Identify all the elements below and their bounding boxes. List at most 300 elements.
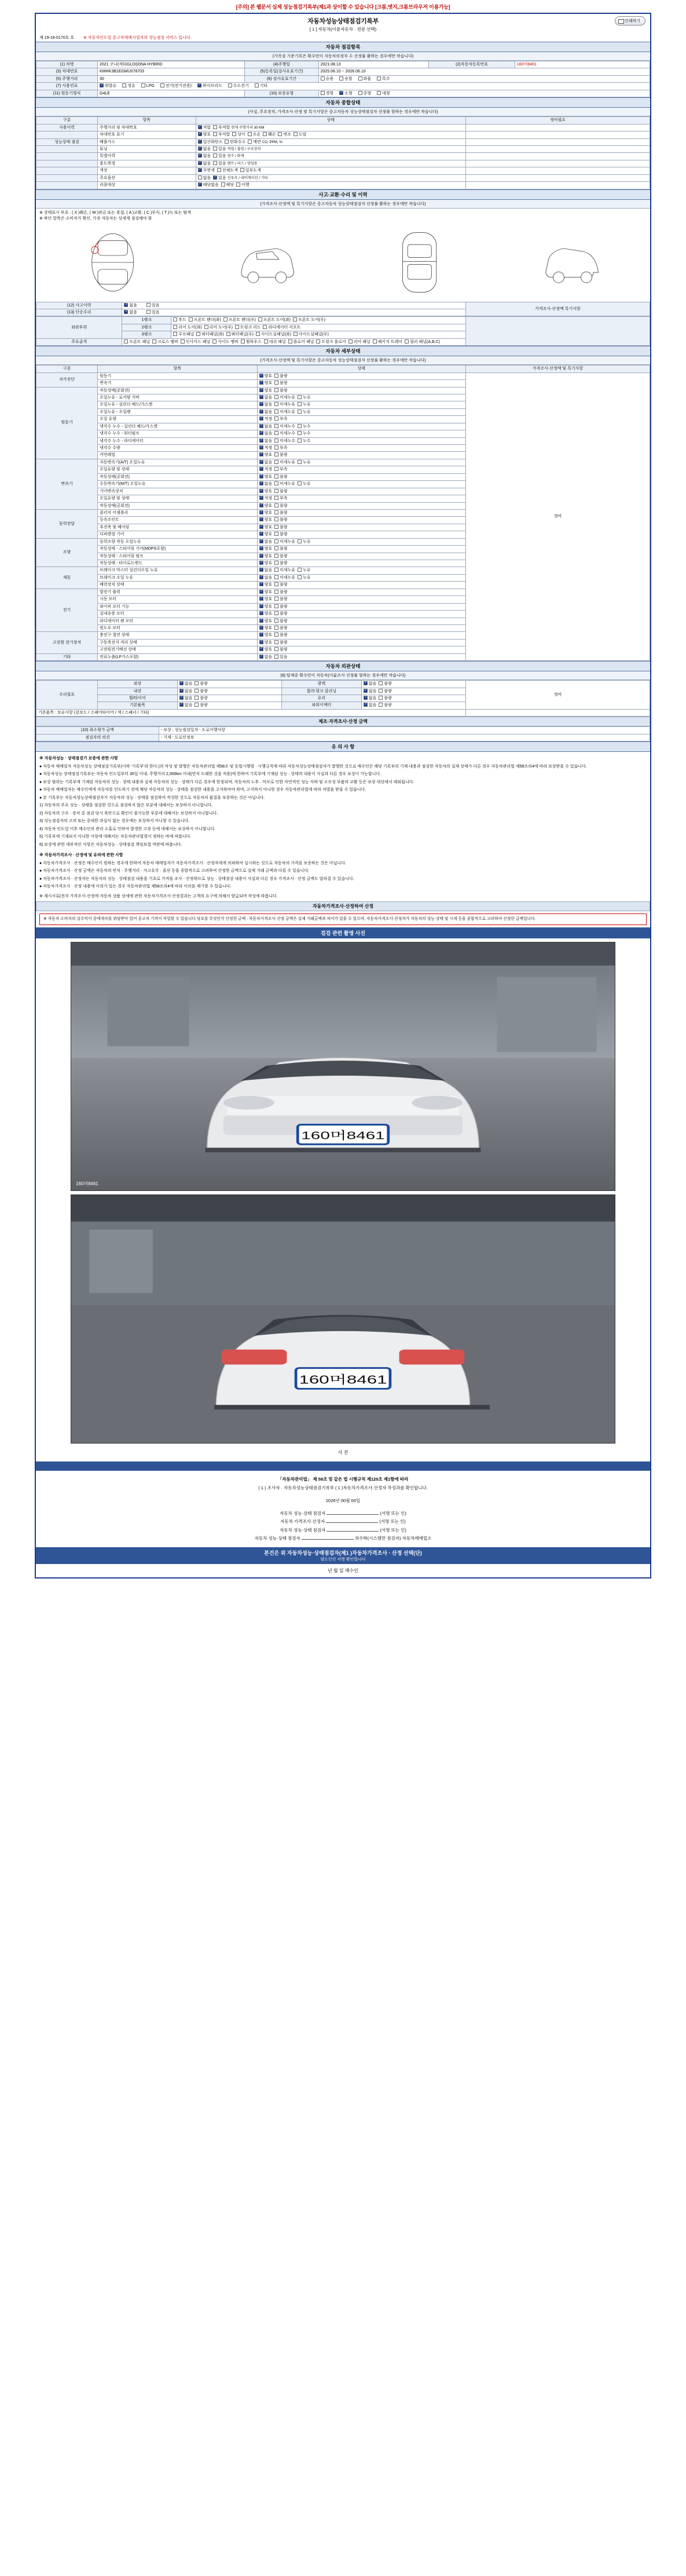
checkbox-s4-5-0-1[interactable] <box>274 568 278 572</box>
signature-value: 위수탁(시스템만 점검자) 자동차매매업소 <box>354 1535 432 1541</box>
opt-label: 변조 <box>283 133 291 137</box>
row-options: ✓ 없음 있음 적법 / 불법 / 구조장치 <box>196 145 465 152</box>
accident-label: (12) 사고이력 <box>36 302 122 309</box>
checkbox-s4-1-8-1[interactable] <box>274 445 278 450</box>
insurance-label: 가격조사·산정액 특기사항 <box>465 302 650 316</box>
checkbox-panel-0-2[interactable] <box>223 317 228 321</box>
checkbox-s2-4-1[interactable] <box>213 154 217 158</box>
checkbox-s5a-3-1[interactable] <box>195 703 199 707</box>
checkbox-panel-0-1[interactable] <box>189 317 193 321</box>
basic-items: 기본품목 : 보유사항 (겉보드 / 스페어타이어 / 잭 / 스패너 / 기타) <box>36 709 466 716</box>
checkbox-vehicle-type[interactable] <box>321 76 325 81</box>
row-item: 오일누유 - 로커암 커버 <box>98 394 258 401</box>
checkbox-size-large[interactable] <box>377 91 381 95</box>
checkbox-s4-2-5-0[interactable] <box>259 496 263 500</box>
row-options-2 <box>361 681 465 688</box>
row-item: 수동변속기(M/T) 오일누유 <box>98 481 258 488</box>
row-note <box>465 160 650 167</box>
checkbox-s4-4-0-2[interactable] <box>298 539 302 543</box>
opt-label: 양호 <box>264 489 273 494</box>
table-row <box>36 124 650 131</box>
checkbox-panel-0-4[interactable] <box>293 317 297 321</box>
opt-label: 불량 <box>200 682 208 686</box>
checkbox-s4-1-3-1[interactable] <box>274 410 278 414</box>
signature-row <box>44 1510 642 1518</box>
checkbox-s4-6-3-0[interactable] <box>259 611 263 615</box>
row-item: 냉각수 누수 - 워터펌프 <box>98 430 258 437</box>
opt-label: 없음 <box>264 655 273 659</box>
opt-label: 양호 <box>264 633 273 638</box>
checkbox-s4-1-7-0[interactable] <box>259 439 263 443</box>
checkbox-s4-7-1-1[interactable] <box>274 640 278 644</box>
checkbox-s4-0-0-0[interactable] <box>259 374 263 378</box>
checkbox-s4-1-1-1[interactable] <box>274 395 278 399</box>
checkbox-frame-5[interactable] <box>264 339 268 344</box>
checkbox-s4-1-7-2[interactable] <box>298 439 302 443</box>
checkbox-s4-8-0-0[interactable] <box>259 655 263 659</box>
checkbox-s4-2-1-1[interactable] <box>274 467 278 471</box>
opt-label: 양호 <box>264 518 273 522</box>
terms-paragraph-2: ● 자동차가격조사 · 산정 금액은 자동차의 연식 · 주행거리 · 사고유무 · 옵션 등을 종합적으로 고려하여 산정한 금액으로 실제 거래 금액과 다를 수 있습니다. <box>39 869 309 874</box>
checkbox-s4-1-2-0[interactable] <box>259 402 263 406</box>
checkbox-s5a-3-0[interactable] <box>179 703 184 707</box>
row-note <box>465 124 650 131</box>
checkbox-s4-2-3-2[interactable] <box>298 481 302 485</box>
checkbox-s4-0-0-1[interactable] <box>274 374 278 378</box>
checkbox-s4-6-2-1[interactable] <box>274 604 278 608</box>
field-label: (5) 주행거리 <box>36 75 98 82</box>
checkbox-frame-4[interactable] <box>241 339 245 344</box>
checkbox-s4-2-1-0[interactable] <box>259 467 263 471</box>
opt-label: 불량 <box>384 689 392 693</box>
row-options <box>177 695 281 702</box>
checkbox-s4-6-1-1[interactable] <box>274 597 278 601</box>
opt-label: 불량 <box>280 648 288 652</box>
checkbox-s4-7-1-0[interactable] <box>259 640 263 644</box>
row-item: 기본품목 <box>98 702 178 709</box>
row-item: 차대번호 표기 <box>98 131 196 138</box>
checkbox-s5b-2-1[interactable] <box>379 696 383 700</box>
checkbox-s4-3-0-0[interactable] <box>259 510 263 514</box>
checkbox-s4-2-5-1[interactable] <box>274 496 278 500</box>
checkbox-s2-1-2[interactable] <box>232 132 236 136</box>
checkbox-s4-4-0-0[interactable] <box>259 539 263 543</box>
checkbox-s2-1-0[interactable] <box>198 132 202 136</box>
photo-front <box>71 942 615 1191</box>
opt-label: 불량 <box>280 547 288 551</box>
checkbox-s4-2-4-0[interactable] <box>259 489 263 493</box>
checkbox-s4-1-9-0[interactable] <box>259 452 263 456</box>
row-group <box>36 153 98 160</box>
opt-label: 누수 <box>302 439 311 443</box>
checkbox-panel-2-1[interactable] <box>196 332 200 336</box>
checkbox-s2-1-3[interactable] <box>248 132 252 136</box>
checkbox-s4-2-2-1[interactable] <box>274 474 278 478</box>
checkbox-s4-1-4-0[interactable] <box>259 416 263 421</box>
checkbox-s4-0-1-1[interactable] <box>274 381 278 385</box>
section2-subtitle: (사실, 주요장치, 가격조사·산정 및 특기사항은 중고자동차 성능상태점검자 선정률 할하는 경우에만 작습니다) <box>36 108 650 116</box>
section3-note <box>36 209 650 224</box>
checkbox-s4-1-6-1[interactable] <box>274 431 278 435</box>
row-options <box>257 560 465 567</box>
row-item-2: 유리 <box>281 695 361 702</box>
checkbox-s4-2-4-1[interactable] <box>274 489 278 493</box>
opt-label: 양호 <box>264 583 273 587</box>
group-label: 기타 <box>36 653 98 660</box>
row-group <box>36 131 98 138</box>
checkbox-s4-1-0-0[interactable] <box>259 388 263 392</box>
opt-label: 불량 <box>200 689 208 693</box>
row-note <box>465 153 650 160</box>
row-options <box>257 509 465 516</box>
checkbox-size-medium[interactable] <box>358 91 362 95</box>
row-options <box>257 416 465 423</box>
checkbox-s5a-0-0[interactable] <box>179 681 184 685</box>
checkbox-s4-6-5-0[interactable] <box>259 626 263 630</box>
checkbox-frame-8[interactable] <box>348 339 353 344</box>
checkbox-s4-1-6-0[interactable] <box>259 431 263 435</box>
opt-label: 없음 <box>264 403 273 407</box>
row-item: 휠/타이어 <box>98 695 178 702</box>
row-options <box>257 466 465 473</box>
checkbox-s2-3-0[interactable] <box>198 147 202 151</box>
row-note <box>465 145 650 152</box>
checkbox-s4-2-6-1[interactable] <box>274 503 278 507</box>
checkbox-s4-3-2-0[interactable] <box>259 525 263 529</box>
checkbox-fuel-hybrid[interactable] <box>197 83 201 87</box>
checkbox-s2-4-0[interactable] <box>198 154 202 158</box>
checkbox-s2-0-0[interactable] <box>198 125 202 129</box>
opt-label: 불량 <box>384 703 392 708</box>
checkbox-s4-3-1-0[interactable] <box>259 517 263 521</box>
checkbox-s4-6-2-0[interactable] <box>259 604 263 608</box>
row-options-2 <box>361 702 465 709</box>
row-item: 오일 유량 <box>98 416 258 423</box>
checkbox-s2-5-0[interactable] <box>198 161 202 165</box>
checkbox-s4-1-3-0[interactable] <box>259 410 263 414</box>
checkbox-s4-2-3-1[interactable] <box>274 481 278 485</box>
checkbox-s4-2-6-0[interactable] <box>259 503 263 507</box>
row-item: 기어변속장치 <box>98 488 258 495</box>
checkbox-s2-8-1[interactable] <box>221 182 225 187</box>
row-options <box>257 524 465 531</box>
checkbox-s5a-2-0[interactable] <box>179 696 184 700</box>
opt-label: 없음 <box>264 395 273 400</box>
checkbox-s4-4-1-1[interactable] <box>274 546 278 550</box>
checkbox-s4-5-2-1[interactable] <box>274 582 278 586</box>
checkbox-s4-2-3-0[interactable] <box>259 481 263 485</box>
frame-items: 프론트 패널 크로스 멤버 인사이드 패널 사이드 멤버 휠하우스 대쉬 패널 플로어 패널 트렁크 플로어 리어 패널 패키지 트레이 필러 패널(A,B,C) <box>122 338 466 345</box>
row-item: 주행거리 및 차대번호 <box>98 124 196 131</box>
checkbox-s2-6-1[interactable] <box>217 168 221 172</box>
opt-label: 없음 <box>264 575 273 580</box>
opt-label: 양호 <box>264 374 273 378</box>
row-item: 작동상태 - 스티어링 펌프 <box>98 553 258 560</box>
checkbox-s4-1-6-2[interactable] <box>298 431 302 435</box>
checkbox-s4-0-1-0[interactable] <box>259 381 263 385</box>
opt-label: 매연 <box>253 140 261 144</box>
opt-label: 부족 <box>280 446 288 450</box>
checkbox-s2-6-0[interactable] <box>198 168 202 172</box>
signature-line <box>326 1522 378 1523</box>
row-options: ✓ 없음 있음 렌트 / 리스 / 영업용 <box>196 160 465 167</box>
checkbox-s4-5-1-1[interactable] <box>274 575 278 579</box>
opt-label: 불량 <box>280 532 288 537</box>
checkbox-s4-3-1-1[interactable] <box>274 517 278 521</box>
checkbox-accident-none[interactable] <box>124 303 128 307</box>
opt-label: 양호 <box>264 590 273 594</box>
checkbox-frame-3[interactable] <box>212 339 217 344</box>
checkbox-size-small[interactable] <box>339 91 343 95</box>
checkbox-s5b-3-1[interactable] <box>379 703 383 707</box>
row-note <box>465 138 650 145</box>
checkbox-s2-7-0[interactable] <box>198 176 202 180</box>
checkbox-s4-6-4-1[interactable] <box>274 619 278 623</box>
table-row <box>36 68 650 75</box>
checkbox-frame-2[interactable] <box>181 339 185 344</box>
checkbox-s4-5-2-0[interactable] <box>259 582 263 586</box>
checkbox-panel-2-0[interactable] <box>173 332 177 336</box>
checkbox-s4-5-1-0[interactable] <box>259 575 263 579</box>
checkbox-s4-4-3-0[interactable] <box>259 561 263 565</box>
opt-label: 부적합 <box>218 133 230 137</box>
checkbox-s4-4-0-1[interactable] <box>274 539 278 543</box>
car-diagram-top <box>352 228 487 298</box>
checkbox-s2-2-1[interactable] <box>225 140 229 144</box>
opt-label: 있음 <box>218 154 226 159</box>
field-value: - 기재 : 도로인정보 <box>159 734 650 741</box>
opt-label: 없음 <box>264 539 273 544</box>
checkbox-s4-6-4-0[interactable] <box>259 619 263 623</box>
opt-label: 누수 <box>302 432 311 436</box>
table-row <box>36 302 650 309</box>
opt-label: 양호 <box>203 133 211 137</box>
checkbox-s2-0-1[interactable] <box>213 125 217 129</box>
checkbox-s4-2-0-2[interactable] <box>298 460 302 464</box>
row-options <box>257 546 465 553</box>
checkbox-s4-1-0-1[interactable] <box>274 388 278 392</box>
svg-text:160머8461: 160머8461 <box>299 1373 387 1387</box>
opt-label: 적정 <box>264 417 273 422</box>
signature-line <box>327 1531 379 1532</box>
checkbox-simple-yes[interactable] <box>146 310 151 314</box>
checkbox-s2-8-0[interactable] <box>198 182 202 187</box>
checkbox-s4-1-7-1[interactable] <box>274 439 278 443</box>
document-header <box>36 14 650 34</box>
checkbox-s5b-1-0[interactable] <box>364 689 368 693</box>
checkbox-s4-1-5-1[interactable] <box>274 424 278 428</box>
checkbox-s4-1-2-1[interactable] <box>274 402 278 406</box>
opt-label: 없음 <box>184 703 193 708</box>
checkbox-frame-7[interactable] <box>316 339 320 344</box>
print-button[interactable]: 인쇄하기 <box>615 16 645 25</box>
checkbox-s4-6-3-1[interactable] <box>274 611 278 615</box>
checkbox-fuel-hydrogen[interactable] <box>228 83 232 87</box>
checkbox-fuel-electric[interactable] <box>160 83 164 87</box>
checkbox-s4-1-3-2[interactable] <box>298 410 302 414</box>
checkbox-s4-6-0-1[interactable] <box>274 590 278 594</box>
checkbox-s4-5-1-2[interactable] <box>298 575 302 579</box>
checkbox-s4-1-1-0[interactable] <box>259 395 263 399</box>
checkbox-s2-1-5[interactable] <box>278 132 282 136</box>
checkbox-s4-1-5-2[interactable] <box>298 424 302 428</box>
opt-label: 있음 <box>218 161 226 166</box>
section5-final-table <box>36 726 650 741</box>
checkbox-s4-5-0-0[interactable] <box>259 568 263 572</box>
checkbox-frame-10[interactable] <box>405 339 409 344</box>
opt-label: 양호 <box>264 648 273 652</box>
terms-paragraph: 5) 기록부에 기재되지 아니한 사항에 대해서는 자동차관리법령이 정하는 바에 따릅니다. <box>39 835 192 839</box>
row-item: 발전기 출력 <box>98 589 258 595</box>
row-item: 디퍼렌셜 기어 <box>98 531 258 538</box>
checkbox-vehicle-type[interactable] <box>377 76 381 81</box>
opt-label: 없음 <box>368 682 377 686</box>
checkbox-s5a-1-0[interactable] <box>179 689 184 693</box>
table-row <box>36 61 650 68</box>
checkbox-vehicle-type[interactable] <box>358 76 362 81</box>
table-row <box>36 160 650 167</box>
checkbox-s4-4-2-1[interactable] <box>274 554 278 558</box>
row-options <box>257 394 465 401</box>
terms-paragraph: ● 자동차 매매업자 자동차성능 상태점검기록부(이하 ′기록부′라 한다.)의 작성 및 발행은 자동차관리법 제58조 및 동법시행령 · 시행규칙에 따라 자동차성능상태점검자가 발행한 것으로 매수인은 해당 기록부의 기재 내용과 점검한 자동차의 실제 상태가 다른 경우 자동차관리법 제58조의4에 따라 보상받을 수 있습니다. <box>39 764 587 769</box>
checkbox-panel-1-3[interactable] <box>263 325 267 329</box>
checkbox-s4-7-0-0[interactable] <box>259 633 263 637</box>
checkbox-s4-1-9-1[interactable] <box>274 452 278 456</box>
checkbox-s5a-0-1[interactable] <box>195 681 199 685</box>
checkbox-s4-2-2-0[interactable] <box>259 474 263 478</box>
checkbox-frame-1[interactable] <box>152 339 156 344</box>
checkbox-s4-3-3-0[interactable] <box>259 532 263 536</box>
checkbox-s4-6-5-1[interactable] <box>274 626 278 630</box>
checkbox-frame-9[interactable] <box>373 339 377 344</box>
checkbox-s4-4-3-1[interactable] <box>274 561 278 565</box>
checkbox-panel-2-4[interactable] <box>294 332 298 336</box>
checkbox-panel-2-3[interactable] <box>256 332 260 336</box>
checkbox-s4-1-2-2[interactable] <box>298 402 302 406</box>
opt-label: 미세누유 <box>280 539 296 544</box>
checkbox-fuel-etc[interactable] <box>255 83 259 87</box>
checkbox-s2-6-2[interactable] <box>240 168 244 172</box>
checkbox-frame-6[interactable] <box>288 339 292 344</box>
checkbox-s4-6-0-0[interactable] <box>259 590 263 594</box>
row-item: 클러치 어셈블리 <box>98 509 258 516</box>
checkbox-s5b-0-0[interactable] <box>364 681 368 685</box>
checkbox-simple-none[interactable] <box>124 310 128 314</box>
section4-subtitle: (가격조사·산정액 및 특기사항은 중고자동차 성능상태점검자 선정률 활하는 경우에만 작습니다) <box>36 356 650 365</box>
checkbox-s4-3-2-1[interactable] <box>274 525 278 529</box>
checkbox-panel-1-1[interactable] <box>204 325 208 329</box>
checkbox-s2-1-4[interactable] <box>263 132 267 136</box>
checkbox-s4-5-0-2[interactable] <box>298 568 302 572</box>
checkbox-s2-2-0[interactable] <box>198 140 202 144</box>
row-item: 구동축전지 격리 상태 <box>98 639 258 646</box>
checkbox-s5a-2-1[interactable] <box>195 696 199 700</box>
row-item: 와이퍼 모터 기능 <box>98 603 258 610</box>
terms-paragraph-2: ● 자동차가격조사 · 산정 내용에 이의가 있는 경우 자동차관리법 제58조의4에 따라 이의를 제기할 수 있습니다. <box>39 885 232 889</box>
checkbox-s4-7-0-1[interactable] <box>274 633 278 637</box>
row-item: 작동상태(공회전) <box>98 502 258 509</box>
checkbox-s4-3-0-1[interactable] <box>274 510 278 514</box>
checkbox-s2-2-2[interactable] <box>248 140 252 144</box>
checkbox-fuel-diesel[interactable] <box>122 83 126 87</box>
opt-label: 누유 <box>302 403 311 407</box>
row-item-2: 파워이젝터 <box>281 702 361 709</box>
checkbox-s5b-0-1[interactable] <box>379 681 383 685</box>
signature-value: (서명 또는 인) <box>380 1511 406 1517</box>
checkbox-panel-2-2[interactable] <box>226 332 230 336</box>
opt-label: 없음 <box>203 147 211 151</box>
terms-paragraph: 4) 자동차 인도일 이후 매수인의 관리 소홀로 인하여 발생한 고장 등에 대해서는 보상하지 아니합니다. <box>39 827 215 831</box>
checkbox-s5b-2-0[interactable] <box>364 696 368 700</box>
row-item: 변속기 <box>98 380 258 387</box>
table-row <box>36 131 650 138</box>
row-item: 오일유량 및 상태 <box>98 466 258 473</box>
checkbox-s4-7-2-1[interactable] <box>274 647 278 651</box>
row-options: ✓ 적합 부적합 현재 주행거리 30 KM <box>196 124 465 131</box>
checkbox-fuel-gasoline[interactable] <box>100 83 104 87</box>
checkbox-s4-7-2-0[interactable] <box>259 647 263 651</box>
checkbox-frame-0[interactable] <box>124 339 128 344</box>
checkbox-s4-2-0-1[interactable] <box>274 460 278 464</box>
checkbox-s2-7-1[interactable] <box>213 176 217 180</box>
checkbox-size-light[interactable] <box>321 91 325 95</box>
checkbox-s4-1-5-0[interactable] <box>259 424 263 428</box>
opt-label: 없음 <box>203 161 211 166</box>
row-options <box>257 646 465 653</box>
opt-label: 휘발유 <box>105 84 117 89</box>
field-value: 160머8461 <box>515 61 650 68</box>
header-service-note: ※ 자동차인도일 중고차매매사업자의 성능점검 서비스 입니다. <box>83 36 192 40</box>
checkbox-s4-3-3-1[interactable] <box>274 532 278 536</box>
opt-label: 양호 <box>264 561 273 565</box>
row-item: 색상 <box>98 167 196 174</box>
checkbox-panel-1-0[interactable] <box>173 325 177 329</box>
checkbox-panel-0-3[interactable] <box>258 317 262 321</box>
opt-label: 미세누유 <box>280 403 296 407</box>
checkbox-vehicle-type[interactable] <box>339 76 343 81</box>
checkbox-panel-1-2[interactable] <box>235 325 239 329</box>
checkbox-s5b-1-1[interactable] <box>379 689 383 693</box>
opt-label: 상이 <box>237 133 245 137</box>
checkbox-s4-2-0-0[interactable] <box>259 460 263 464</box>
checkbox-s2-1-6[interactable] <box>294 132 298 136</box>
field-label: 점검자의 의견 <box>36 734 159 741</box>
opt-label: 불량 <box>280 388 288 393</box>
checkbox-s2-1-1[interactable] <box>213 132 217 136</box>
checkbox-s4-1-4-1[interactable] <box>274 416 278 421</box>
checkbox-s5b-3-0[interactable] <box>364 703 368 707</box>
checkbox-s4-4-1-0[interactable] <box>259 546 263 550</box>
checkbox-s2-8-2[interactable] <box>236 182 240 187</box>
row-item-2: 룸/트렁크 클리닝 <box>281 688 361 695</box>
checkbox-accident-yes[interactable] <box>146 303 151 307</box>
terms-paragraph: 2) 자동차의 구조 · 장치 중 점검 당시 육안으로 확인이 불가능한 부분에 대해서는 보상하지 아니합니다. <box>39 811 218 816</box>
checkbox-s4-6-1-0[interactable] <box>259 597 263 601</box>
opt-label: 전기(전기전용) <box>165 84 192 89</box>
checkbox-s4-1-1-2[interactable] <box>298 395 302 399</box>
checkbox-panel-0-0[interactable] <box>173 317 177 321</box>
checkbox-s4-4-2-0[interactable] <box>259 554 263 558</box>
opt-label: 양호 <box>264 381 273 386</box>
checkbox-s4-1-8-0[interactable] <box>259 445 263 450</box>
section2-table <box>36 116 650 189</box>
checkbox-fuel-lpg[interactable] <box>141 83 145 87</box>
checkbox-s2-3-1[interactable] <box>213 147 217 151</box>
checkbox-s4-8-0-1[interactable] <box>274 655 278 659</box>
field-value: 2021 코나(세타GLDI)ONA HYBRID <box>98 61 245 68</box>
checkbox-s2-5-1[interactable] <box>213 161 217 165</box>
checkbox-s5a-1-1[interactable] <box>195 689 199 693</box>
